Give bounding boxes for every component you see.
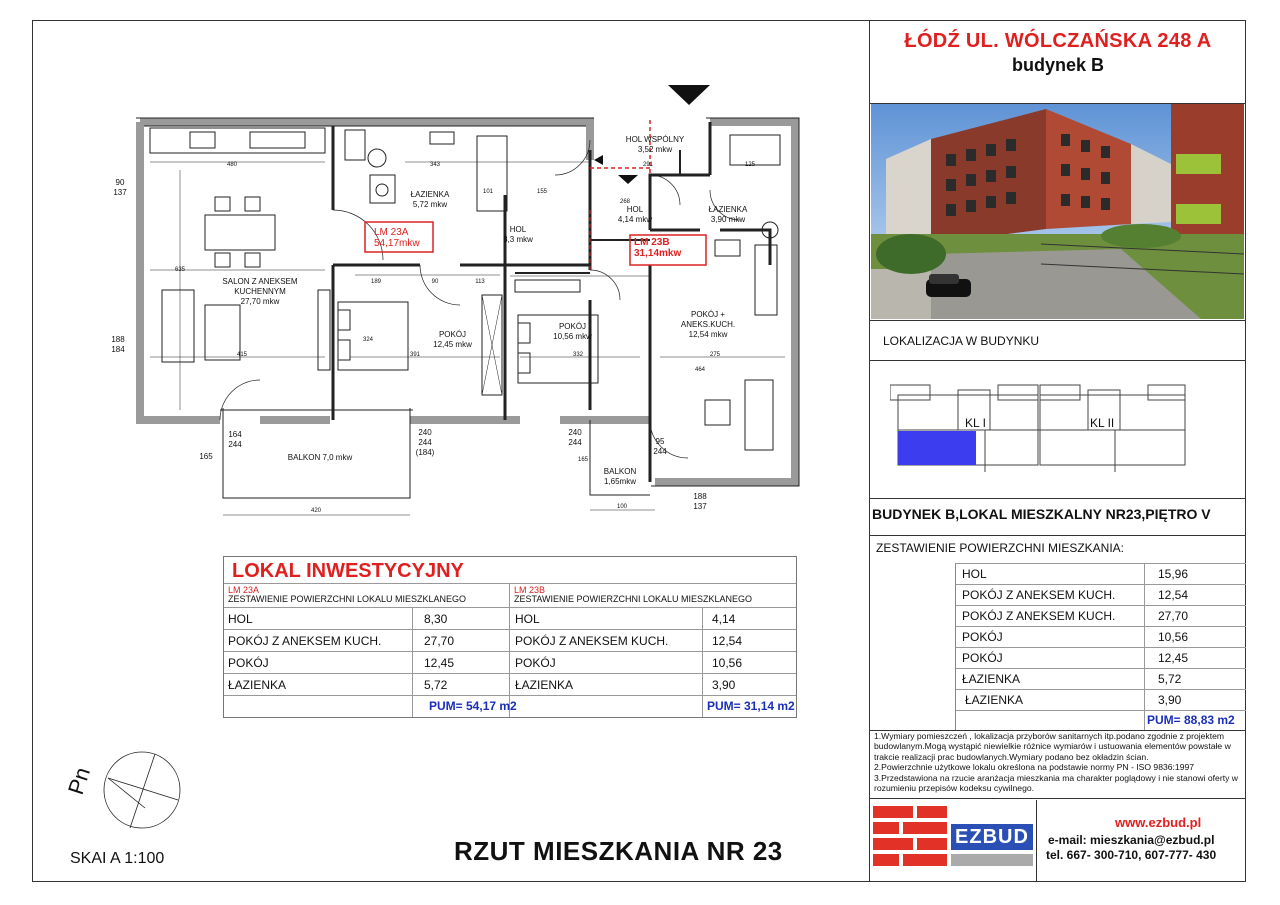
lm-a-table-sub: ZESTAWIENIE POWIERZCHNI LOKALU MIESZKLANEGO — [228, 594, 467, 604]
room-hol-a-label: HOL 8,3 mkw — [503, 225, 533, 244]
dim-label: 155 — [536, 189, 547, 195]
dim-label: 420 — [310, 508, 321, 514]
stair-label-1: KL I — [965, 416, 986, 430]
dim-label: 635 — [174, 267, 185, 273]
location-divider — [869, 360, 1246, 361]
lm-a-row-name: HOL — [228, 612, 253, 626]
logo-text: EZBUD — [951, 824, 1033, 850]
company-www[interactable]: www.ezbud.pl — [1115, 815, 1202, 830]
dim-label: 113 — [475, 279, 485, 285]
dim-label: 275 — [709, 352, 720, 358]
dim-label: 464 — [694, 367, 705, 373]
dim-label: 164 244 — [228, 430, 242, 449]
dim-label: 165 — [577, 457, 588, 463]
unit-title: BUDYNEK B,LOKAL MIESZKALNY NR23,PIĘTRO V — [872, 506, 1211, 522]
room-balkon-b-label: BALKON 1,65mkw — [603, 467, 637, 486]
project-address: ŁÓDŹ UL. WÓLCZAŃSKA 248 A — [904, 30, 1212, 52]
lm-a-area-text: 54,17mkw — [374, 238, 420, 249]
dim-label: 101 — [482, 189, 493, 195]
lm-a-row-name: POKÓJ Z ANEKSEM KUCH. — [228, 634, 382, 648]
summary-row-value: 15,96 — [1158, 567, 1189, 581]
stair-label-2: KL II — [1090, 416, 1115, 430]
lm-a-row-value: 5,72 — [424, 678, 448, 692]
note-1: 1.Wymiary pomieszczeń , lokalizacja przyborów sanitarnych itp.podano zgodnie z projektem budowlanym.Mogą wystąpić niewielkie różnice wymiarów i ustuowania elementów powstałe w trakcie realizacji prac budowlanych.Wymiary podano bez okładzin ścian. — [874, 731, 1231, 762]
investment-table — [223, 556, 797, 718]
lm-b-row-name: HOL — [515, 612, 540, 626]
building-location-diagram — [890, 380, 1190, 475]
dim-label: 90 — [431, 279, 439, 285]
sheet-divider — [869, 20, 870, 882]
lm-a-row-name: POKÓJ — [228, 656, 269, 670]
lm-a-total: PUM= 54,17 m2 — [429, 699, 517, 713]
lm-b-total: PUM= 31,14 m2 — [707, 699, 795, 713]
unit-divider-bottom — [869, 535, 1246, 536]
investment-title: LOKAL INWESTYCYJNY — [232, 560, 464, 582]
project-title — [870, 30, 1246, 76]
summary-row-value: 12,54 — [1158, 588, 1189, 602]
summary-total: PUM= 88,83 m2 — [1147, 713, 1235, 727]
room-lazienka-a-label: ŁAZIENKA 5,72 mkw — [410, 190, 450, 209]
dim-label: 165 — [199, 452, 213, 461]
dim-label: 391 — [409, 352, 420, 358]
room-balkon-a-label: BALKON 7,0 mkw — [287, 453, 353, 462]
dim-label: 188 184 — [111, 335, 125, 354]
lm-b-row-value: 4,14 — [712, 612, 736, 626]
room-hol-wspolny-label: HOL WSPÓLNY 3,52 mkw — [625, 135, 685, 154]
company-phone: tel. 667- 300-710, 607-777- 430 — [1046, 848, 1217, 862]
scale-label: SKAI A 1:100 — [70, 850, 165, 867]
lm-a-code — [374, 227, 420, 249]
summary-row-value: 10,56 — [1158, 630, 1189, 644]
lm-b-code-text: LM 23B — [634, 237, 670, 248]
north-arrow-icon — [100, 748, 190, 838]
lm-a-table-code: LM 23A — [228, 585, 260, 595]
dim-label: 125 — [744, 162, 755, 168]
lm-b-table-sub: ZESTAWIENIE POWIERZCHNI LOKALU MIESZKLANEGO — [514, 594, 753, 604]
lm-b-row-value: 12,54 — [712, 634, 743, 648]
lm-b-table-code: LM 23B — [514, 585, 546, 595]
building-render-image — [871, 104, 1244, 319]
room-pokoj-a-label: POKÓJ 12,45 mkw — [433, 330, 472, 349]
summary-row-value: 3,90 — [1158, 693, 1182, 707]
lm-b-row-value: 3,90 — [712, 678, 736, 692]
summary-row-value: 5,72 — [1158, 672, 1182, 686]
lm-a-row-value: 8,30 — [424, 612, 448, 626]
dim-label: 240 244 (184) — [415, 428, 435, 457]
dim-label: 100 — [616, 504, 627, 510]
logo-divider — [1036, 800, 1037, 882]
company-divider — [869, 798, 1246, 799]
lm-b-row-name: POKÓJ Z ANEKSEM KUCH. — [515, 634, 669, 648]
summary-row-name: POKÓJ — [962, 630, 1003, 644]
dim-label: 480 — [226, 162, 237, 168]
summary-row-name: POKÓJ Z ANEKSEM KUCH. — [962, 588, 1116, 602]
lm-a-code-text: LM 23A — [374, 227, 409, 238]
lm-b-area-text: 31,14mkw — [634, 248, 682, 259]
dim-label: 324 — [362, 337, 373, 343]
dim-label: 268 — [619, 199, 630, 205]
project-building: budynek B — [1011, 55, 1104, 75]
dim-label: 95 244 — [653, 437, 667, 456]
company-email[interactable]: e-mail: mieszkania@ezbud.pl — [1048, 833, 1215, 847]
summary-row-value: 27,70 — [1158, 609, 1189, 623]
room-pokoj-b-label: POKÓJ 10,56 mkw — [553, 322, 592, 341]
room-salon-label: SALON Z ANEKSEM KUCHENNYM 27,70 mkw — [222, 277, 298, 306]
floor-plan — [111, 80, 820, 530]
summary-row-value: 12,45 — [1158, 651, 1189, 665]
dim-label: 188 137 — [693, 492, 707, 511]
lm-b-row-value: 10,56 — [712, 656, 743, 670]
note-3: 3.Przedstawiona na rzucie aranżacja mieszkania ma charakter poglądowy i nie stanowi oferty w rozumieniu przepisów kodeksu cywilnego. — [874, 772, 1238, 794]
lm-b-row-name: POKÓJ — [515, 656, 556, 670]
room-lazienka-b-label: ŁAZIENKA 3,90 mkw — [708, 205, 748, 224]
summary-heading: ZESTAWIENIE POWIERZCHNI MIESZKANIA: — [876, 541, 1125, 555]
location-label: LOKALIZACJA W BUDYNKU — [883, 334, 1040, 348]
lm-a-row-value: 12,45 — [424, 656, 455, 670]
lm-a-row-value: 27,70 — [424, 634, 455, 648]
north-label: Pn — [62, 764, 96, 798]
note-2: 2.Powierzchnie użytkowe lokalu określona na podstawie normy PN - ISO 9836:1997 — [874, 762, 1195, 773]
lm-b-row-name: ŁAZIENKA — [515, 678, 574, 692]
room-hol-b-label: HOL 4,14 mkw — [617, 205, 653, 224]
notes — [874, 731, 1244, 793]
lm-b-code — [634, 237, 681, 259]
dim-label: 240 244 — [568, 428, 582, 447]
summary-row-name: POKÓJ — [962, 651, 1003, 665]
unit-divider-top — [869, 498, 1246, 499]
summary-row-name: HOL — [962, 567, 987, 581]
dim-label: 415 — [236, 352, 247, 358]
dim-label: 343 — [429, 162, 440, 168]
dim-label: 332 — [572, 352, 583, 358]
photo-divider — [869, 320, 1246, 321]
dim-label: 291 — [642, 162, 653, 168]
dim-label: 189 — [370, 279, 381, 285]
summary-row-name: ŁAZIENKA — [965, 693, 1024, 707]
drawing-title: RZUT MIESZKANIA NR 23 — [454, 836, 783, 866]
room-pokoj-aneks-label: POKÓJ + ANEKS.KUCH. 12,54 mkw — [680, 310, 736, 339]
lm-a-row-name: ŁAZIENKA — [228, 678, 287, 692]
summary-row-name: ŁAZIENKA — [962, 672, 1021, 686]
summary-row-name: POKÓJ Z ANEKSEM KUCH. — [962, 609, 1116, 623]
dim-label: 90 137 — [113, 178, 127, 197]
ezbud-logo — [873, 806, 1033, 874]
